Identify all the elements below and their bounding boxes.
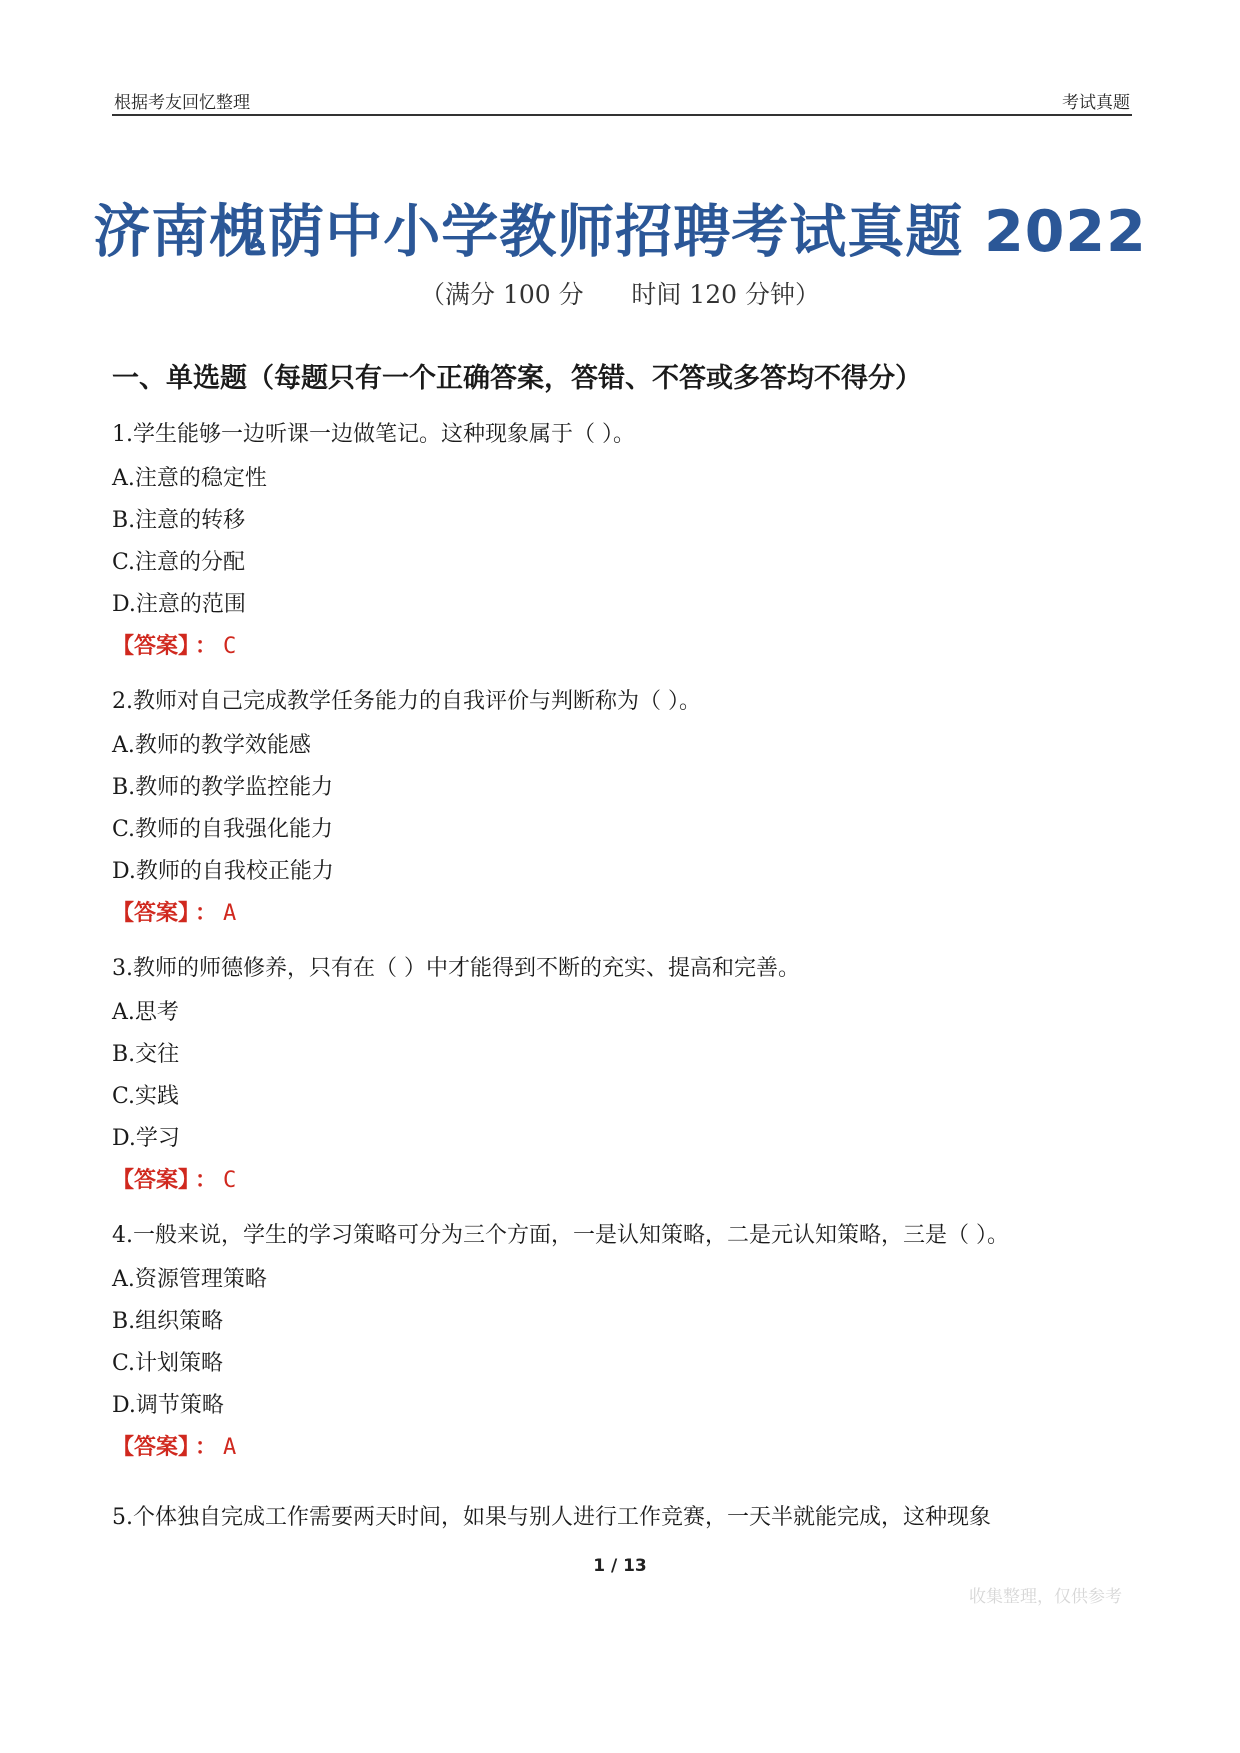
option-b: B.教师的教学监控能力 — [112, 775, 334, 800]
watermark-text: 收集整理，仅供参考 — [969, 1587, 1122, 1607]
question-5-stem: 5.个体独自完成工作需要两天时间，如果与别人进行工作竞赛，一天半就能完成，这种现象 — [112, 1505, 991, 1530]
answer-line — [112, 632, 1142, 687]
answer-value: A — [223, 1435, 237, 1460]
option-c: C.计划策略 — [112, 1351, 224, 1376]
option-c: C.实践 — [112, 1084, 180, 1109]
option-a: A.教师的教学效能感 — [112, 733, 311, 758]
question-list — [112, 420, 1142, 1488]
answer-value: A — [223, 901, 237, 926]
option-d: D.注意的范围 — [112, 592, 246, 617]
question-2 — [112, 687, 1142, 954]
question-stem: 3.教师的师德修养，只有在（ ）中才能得到不断的充实、提高和完善。 — [112, 956, 800, 981]
question-stem: 2.教师对自己完成教学任务能力的自我评价与判断称为（ ）。 — [112, 689, 701, 714]
answer-value: C — [223, 1168, 237, 1193]
answer-label: 【答案】 — [112, 901, 190, 926]
option-b: B.组织策略 — [112, 1309, 224, 1334]
option-c: C.教师的自我强化能力 — [112, 817, 334, 842]
answer-colon: ： — [195, 1168, 218, 1193]
answer-value: C — [223, 634, 237, 659]
page-header — [112, 86, 1132, 116]
page-number: 1 / 13 — [593, 1556, 647, 1576]
answer-line — [112, 1433, 1142, 1488]
option-d: D.学习 — [112, 1126, 180, 1151]
option-b: B.交往 — [112, 1042, 180, 1067]
answer-line — [112, 899, 1142, 954]
question-stem: 4.一般来说，学生的学习策略可分为三个方面，一是认知策略，二是元认知策略，三是（ ）。 — [112, 1223, 1009, 1248]
question-4 — [112, 1221, 1142, 1488]
option-a: A.思考 — [112, 1000, 179, 1025]
answer-colon: ： — [195, 901, 218, 926]
option-b: B.注意的转移 — [112, 508, 246, 533]
question-3 — [112, 954, 1142, 1221]
section-heading: 一、单选题（每题只有一个正确答案，答错、不答或多答均不得分） — [112, 363, 922, 394]
document-subtitle: （满分 100 分 时间 120 分钟） — [420, 280, 820, 309]
answer-line — [112, 1166, 1142, 1221]
option-a: A.资源管理策略 — [112, 1267, 267, 1292]
option-c: C.注意的分配 — [112, 550, 246, 575]
answer-label: 【答案】 — [112, 1435, 190, 1460]
question-1 — [112, 420, 1142, 687]
answer-colon: ： — [195, 634, 218, 659]
option-d: D.教师的自我校正能力 — [112, 859, 334, 884]
header-left-text: 根据考友回忆整理 — [114, 93, 250, 113]
document-title: 济南槐荫中小学教师招聘考试真题 2022 — [93, 199, 1147, 265]
answer-label: 【答案】 — [112, 634, 190, 659]
answer-colon: ： — [195, 1435, 218, 1460]
option-a: A.注意的稳定性 — [112, 466, 267, 491]
header-right-text: 考试真题 — [1062, 93, 1130, 113]
answer-label: 【答案】 — [112, 1168, 190, 1193]
question-stem: 1.学生能够一边听课一边做笔记。这种现象属于（ ）。 — [112, 422, 635, 447]
option-d: D.调节策略 — [112, 1393, 224, 1418]
